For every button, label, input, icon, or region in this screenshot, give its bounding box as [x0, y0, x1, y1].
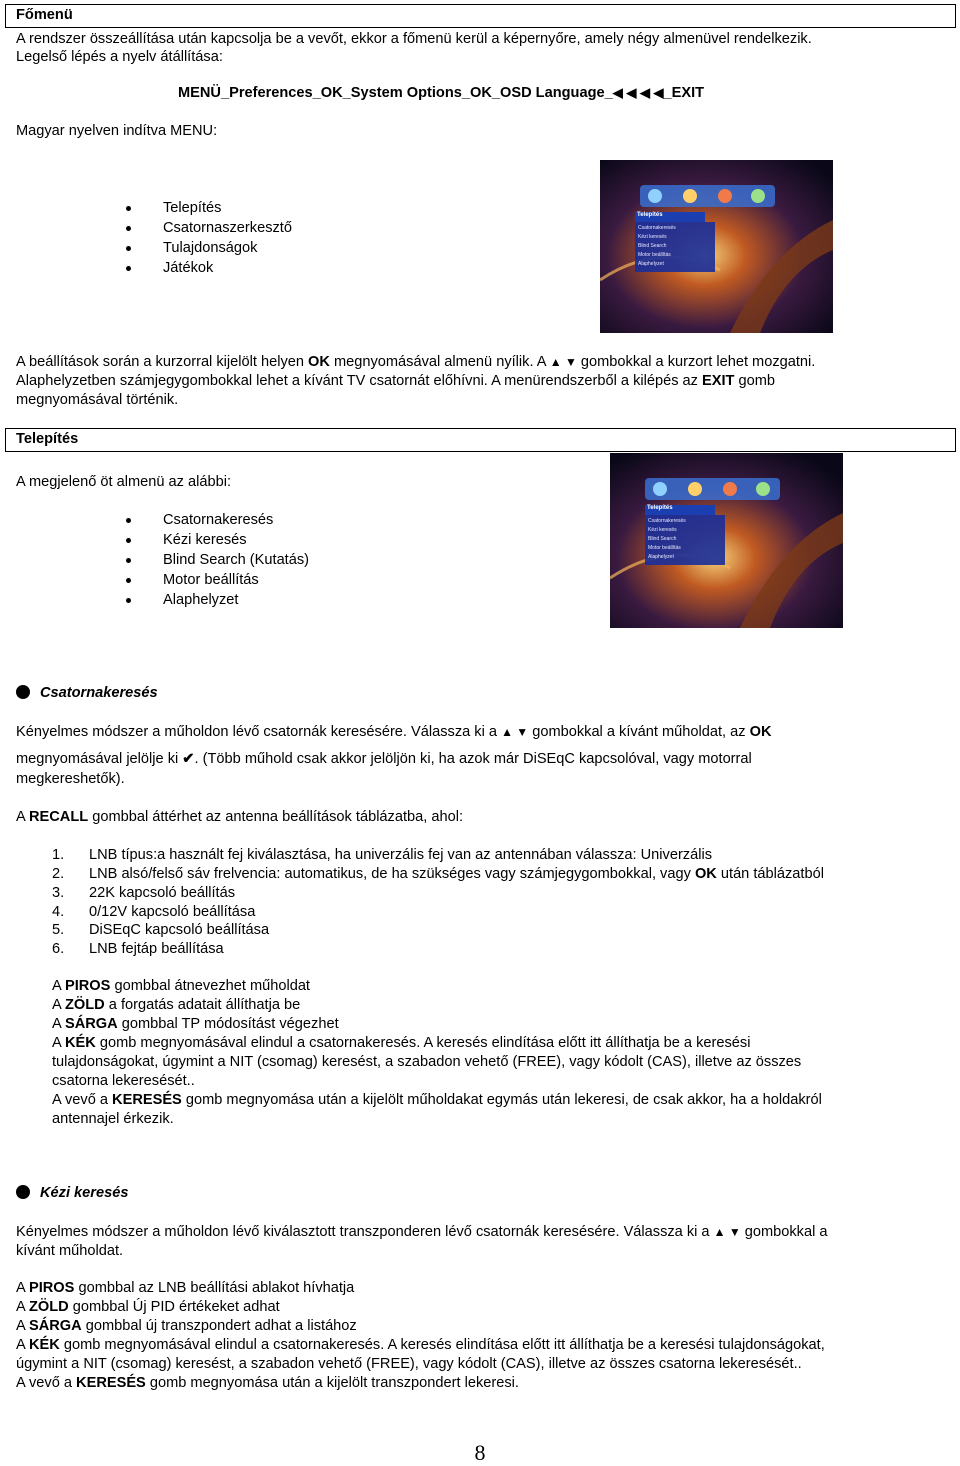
paragraph: A RECALL gombbal áttérhet az antenna beállítások táblázatba, ahol:: [16, 809, 464, 825]
paragraph: Kényelmes módszer a műholdon lévő kiválasztott transzponderen lévő csatornák keresésére. Válassza ki a ▲ ▼ gombokkal a: [16, 1224, 828, 1240]
numbered-item: 1. LNB típus:a használt fej kiválasztása, ha univerzális fej van az antennában válassza: Univerzális: [52, 847, 712, 863]
paragraph: A KÉK gomb megnyomásával elindul a csatornakeresés. A keresés elindítása előtt itt állíthatja be a keresési: [52, 1035, 751, 1051]
paragraph: megnyomásával történik.: [16, 392, 179, 408]
up-down-arrow-icons: ▲ ▼: [501, 725, 529, 739]
paragraph: Legelső lépés a nyelv átállítása:: [16, 49, 223, 65]
paragraph: A vevő a KERESÉS gomb megnyomása után a kijelölt műholdakat egymás után lekeresi, de csak akkor, ha a holdakról: [52, 1092, 822, 1108]
numbered-item: 3. 22K kapcsoló beállítás: [52, 885, 236, 901]
subsection-title-manual-search: Kézi keresés: [16, 1185, 128, 1201]
paragraph: A ZÖLD a forgatás adatait állíthatja be: [52, 997, 301, 1013]
numbered-item: 6. LNB fejtáp beállítása: [52, 941, 224, 957]
paragraph: tulajdonságokat, úgymint a NIT (csomag) keresést, a szabadon vehető (FREE), vagy kódolt (CAS), illetve az összes: [52, 1054, 802, 1070]
paragraph: A PIROS gombbal átnevezhet műholdat: [52, 978, 310, 994]
menu-path-prefix: MENÜ_Preferences_OK_System Options_OK_OSD Language_: [178, 85, 613, 101]
paragraph: A SÁRGA gombbal TP módosítást végezhet: [52, 1016, 339, 1032]
bullet-icon: [16, 685, 30, 699]
paragraph: A SÁRGA gombbal új transzpondert adhat a listához: [16, 1318, 357, 1334]
subsection-title-channel-search: Csatornakeresés: [16, 685, 158, 701]
paragraph: Alaphelyzetben számjegygombokkal lehet a kívánt TV csatornát előhívni. A menürendszerből a kilépés az EXIT gomb: [16, 373, 776, 389]
up-down-arrow-icons: ▲ ▼: [713, 1225, 741, 1239]
numbered-item: 4. 0/12V kapcsoló beállítása: [52, 904, 256, 920]
paragraph: A megjelenő öt almenü az alábbi:: [16, 474, 231, 490]
paragraph: A KÉK gomb megnyomásával elindul a csatornakeresés. A keresés elindítása előtt itt állíthatja be a keresési tulajdonságokat,: [16, 1337, 825, 1353]
section-title: Főmenü: [16, 7, 73, 23]
paragraph: csatorna lekeresését..: [52, 1073, 195, 1089]
section-title: Telepítés: [16, 431, 79, 447]
numbered-item: 5. DiSEqC kapcsoló beállítása: [52, 922, 270, 938]
screenshot-menu-list: Csatornakeresés Kézi keresés Blind Search Motor beállítás Alaphelyzet: [638, 225, 676, 267]
paragraph: A ZÖLD gombbal Új PID értékeket adhat: [16, 1299, 280, 1315]
screenshot-menu-title: Telepítés: [637, 212, 663, 218]
paragraph: A rendszer összeállítása után kapcsolja be a vevőt, ekkor a főmenü kerül a képernyőre, amely négy almenüvel rendelkezik.: [16, 31, 812, 47]
install-menu-image: [610, 453, 843, 628]
paragraph: úgymint a NIT (csomag) keresést, a szabadon vehető (FREE), vagy kódolt (CAS), illetve az összes csatorna lekeresését..: [16, 1356, 802, 1372]
up-down-arrow-icons: ▲ ▼: [549, 355, 577, 369]
section-header-install: [5, 428, 956, 452]
paragraph: Magyar nyelven indítva MENU:: [16, 123, 218, 139]
install-menu-screenshot: [610, 453, 843, 628]
screenshot-menu-title: Telepítés: [647, 505, 673, 511]
menu-path: [178, 84, 704, 102]
paragraph: megkereshetők).: [16, 771, 125, 787]
receiver-menu-image: [600, 160, 833, 333]
numbered-item: 2. LNB alsó/felső sáv frelvencia: automatikus, de ha szükséges vagy számjegygombokkal, vagy OK után táblázatból: [52, 866, 824, 882]
paragraph: antennajel érkezik.: [52, 1111, 174, 1127]
bullet-icon: [16, 1185, 30, 1199]
left-arrow-icons: ◀ ◀ ◀ ◀: [612, 85, 664, 100]
screenshot-menu-list: Csatornakeresés Kézi keresés Blind Search Motor beállítás Alaphelyzet: [648, 518, 686, 560]
paragraph: Kényelmes módszer a műholdon lévő csatornák keresésére. Válassza ki a ▲ ▼ gombokkal a kívánt műholdat, az OK: [16, 724, 772, 740]
paragraph: A PIROS gombbal az LNB beállítási ablakot hívhatja: [16, 1280, 355, 1296]
page-number: 8: [474, 1440, 486, 1465]
paragraph: megnyomásával jelölje ki ✔. (Több műhold csak akkor jelöljön ki, ha azok már DiSEqC kapcsolóval, vagy motorral: [16, 751, 752, 767]
paragraph: A beállítások során a kurzorral kijelölt helyen OK megnyomásával almenü nyílik. A ▲ ▼ gombokkal a kurzort lehet mozgatni.: [16, 354, 816, 370]
menu-path-suffix: _EXIT: [663, 85, 705, 101]
paragraph: kívánt műholdat.: [16, 1243, 124, 1259]
section-header-main-menu: [5, 4, 956, 28]
paragraph: A vevő a KERESÉS gomb megnyomása után a kijelölt transzpondert lekeresi.: [16, 1375, 519, 1391]
receiver-menu-screenshot: [600, 160, 833, 333]
checkmark-icon: ✔: [182, 751, 195, 767]
